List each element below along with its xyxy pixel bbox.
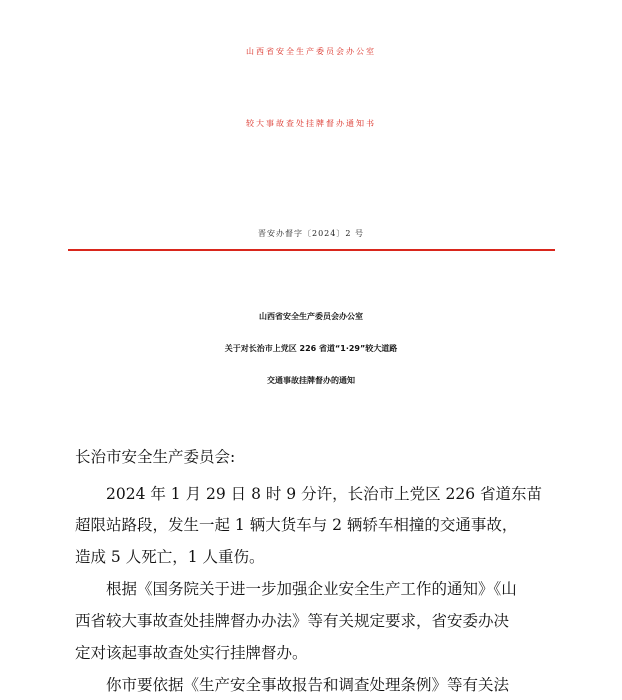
addressee: 长治市安全生产委员会:	[75, 448, 236, 466]
red-divider-line	[68, 249, 555, 251]
document-number: 晋安办督字〔2024〕2 号	[258, 229, 364, 238]
paragraph-2-line-1: 根据《国务院关于进一步加强企业安全生产工作的通知》《山	[106, 580, 517, 598]
paragraph-1-line-2: 超限站路段，发生一起 1 辆大货车与 2 辆轿车相撞的交通事故，	[75, 516, 518, 534]
issuer-header: 山西省安全生产委员会办公室	[246, 47, 376, 56]
document-title-line-1: 山西省安全生产委员会办公室	[259, 312, 363, 321]
document-title-line-3: 交通事故挂牌督办的通知	[267, 376, 355, 385]
paragraph-2-line-2: 西省较大事故查处挂牌督办办法》等有关规定要求，省安委办决	[75, 612, 510, 630]
notice-type-header: 较大事故查处挂牌督办通知书	[246, 119, 376, 128]
paragraph-1-line-3: 造成 5 人死亡，1 人重伤。	[75, 548, 265, 566]
paragraph-1-line-1: 2024 年 1 月 29 日 8 时 9 分许，长治市上党区 226 省道东苗	[106, 485, 543, 503]
paragraph-2-line-3: 定对该起事故查处实行挂牌督办。	[75, 644, 308, 662]
document-title-line-2: 关于对长治市上党区 226 省道“1·29”较大道路	[224, 344, 398, 353]
paragraph-3-line-1: 你市要依据《生产安全事故报告和调查处理条例》等有关法	[106, 676, 510, 694]
